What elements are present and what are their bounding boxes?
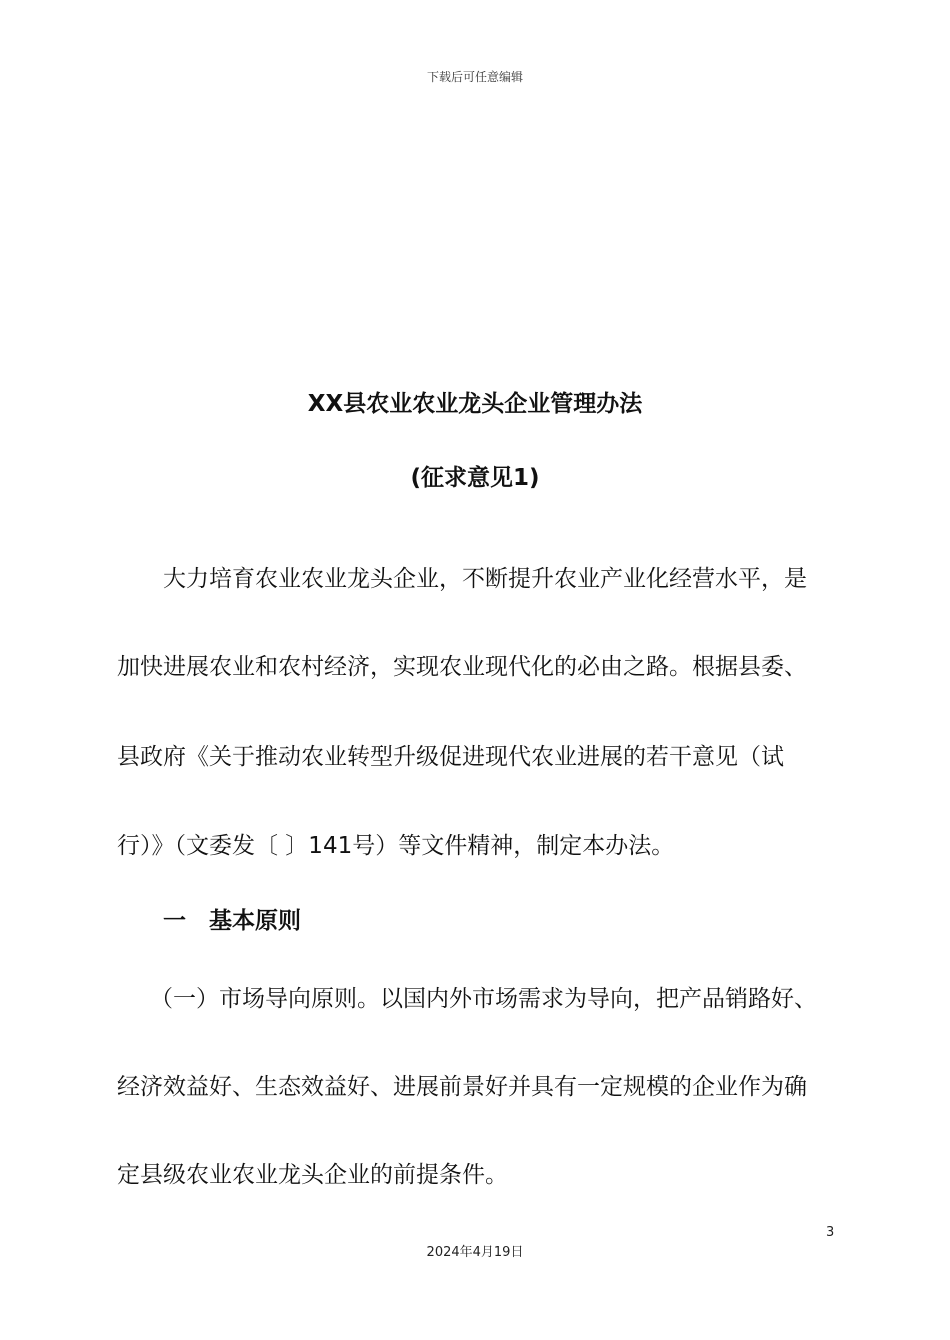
- document-subtitle: (征求意见1): [410, 465, 540, 491]
- document-title: XX县农业农业龙头企业管理办法: [307, 391, 643, 417]
- principle-line-2: 经济效益好、生态效益好、进展前景好并具有一定规模的企业作为确: [117, 1074, 807, 1100]
- principle-line-3: 定县级农业农业龙头企业的前提条件。: [117, 1162, 508, 1188]
- principle-line-1: （一）市场导向原则。以国内外市场需求为导向，把产品销路好、: [150, 986, 817, 1012]
- intro-line-4: 行）》（文委发〔 〕141号）等文件精神，制定本办法。: [117, 833, 675, 859]
- intro-line-3: 县政府《关于推动农业转型升级促进现代农业进展的若干意见（试: [117, 744, 784, 770]
- footer-date: 2024年4月19日: [426, 1245, 524, 1260]
- page-number: 3: [826, 1225, 835, 1240]
- intro-line-2: 加快进展农业和农村经济，实现农业现代化的必由之路。根据县委、: [117, 654, 807, 680]
- section-heading: 一 基本原则: [163, 908, 301, 934]
- header-note: 下载后可任意编辑: [426, 70, 523, 84]
- intro-line-1: 大力培育农业农业龙头企业，不断提升农业产业化经营水平，是: [163, 566, 807, 592]
